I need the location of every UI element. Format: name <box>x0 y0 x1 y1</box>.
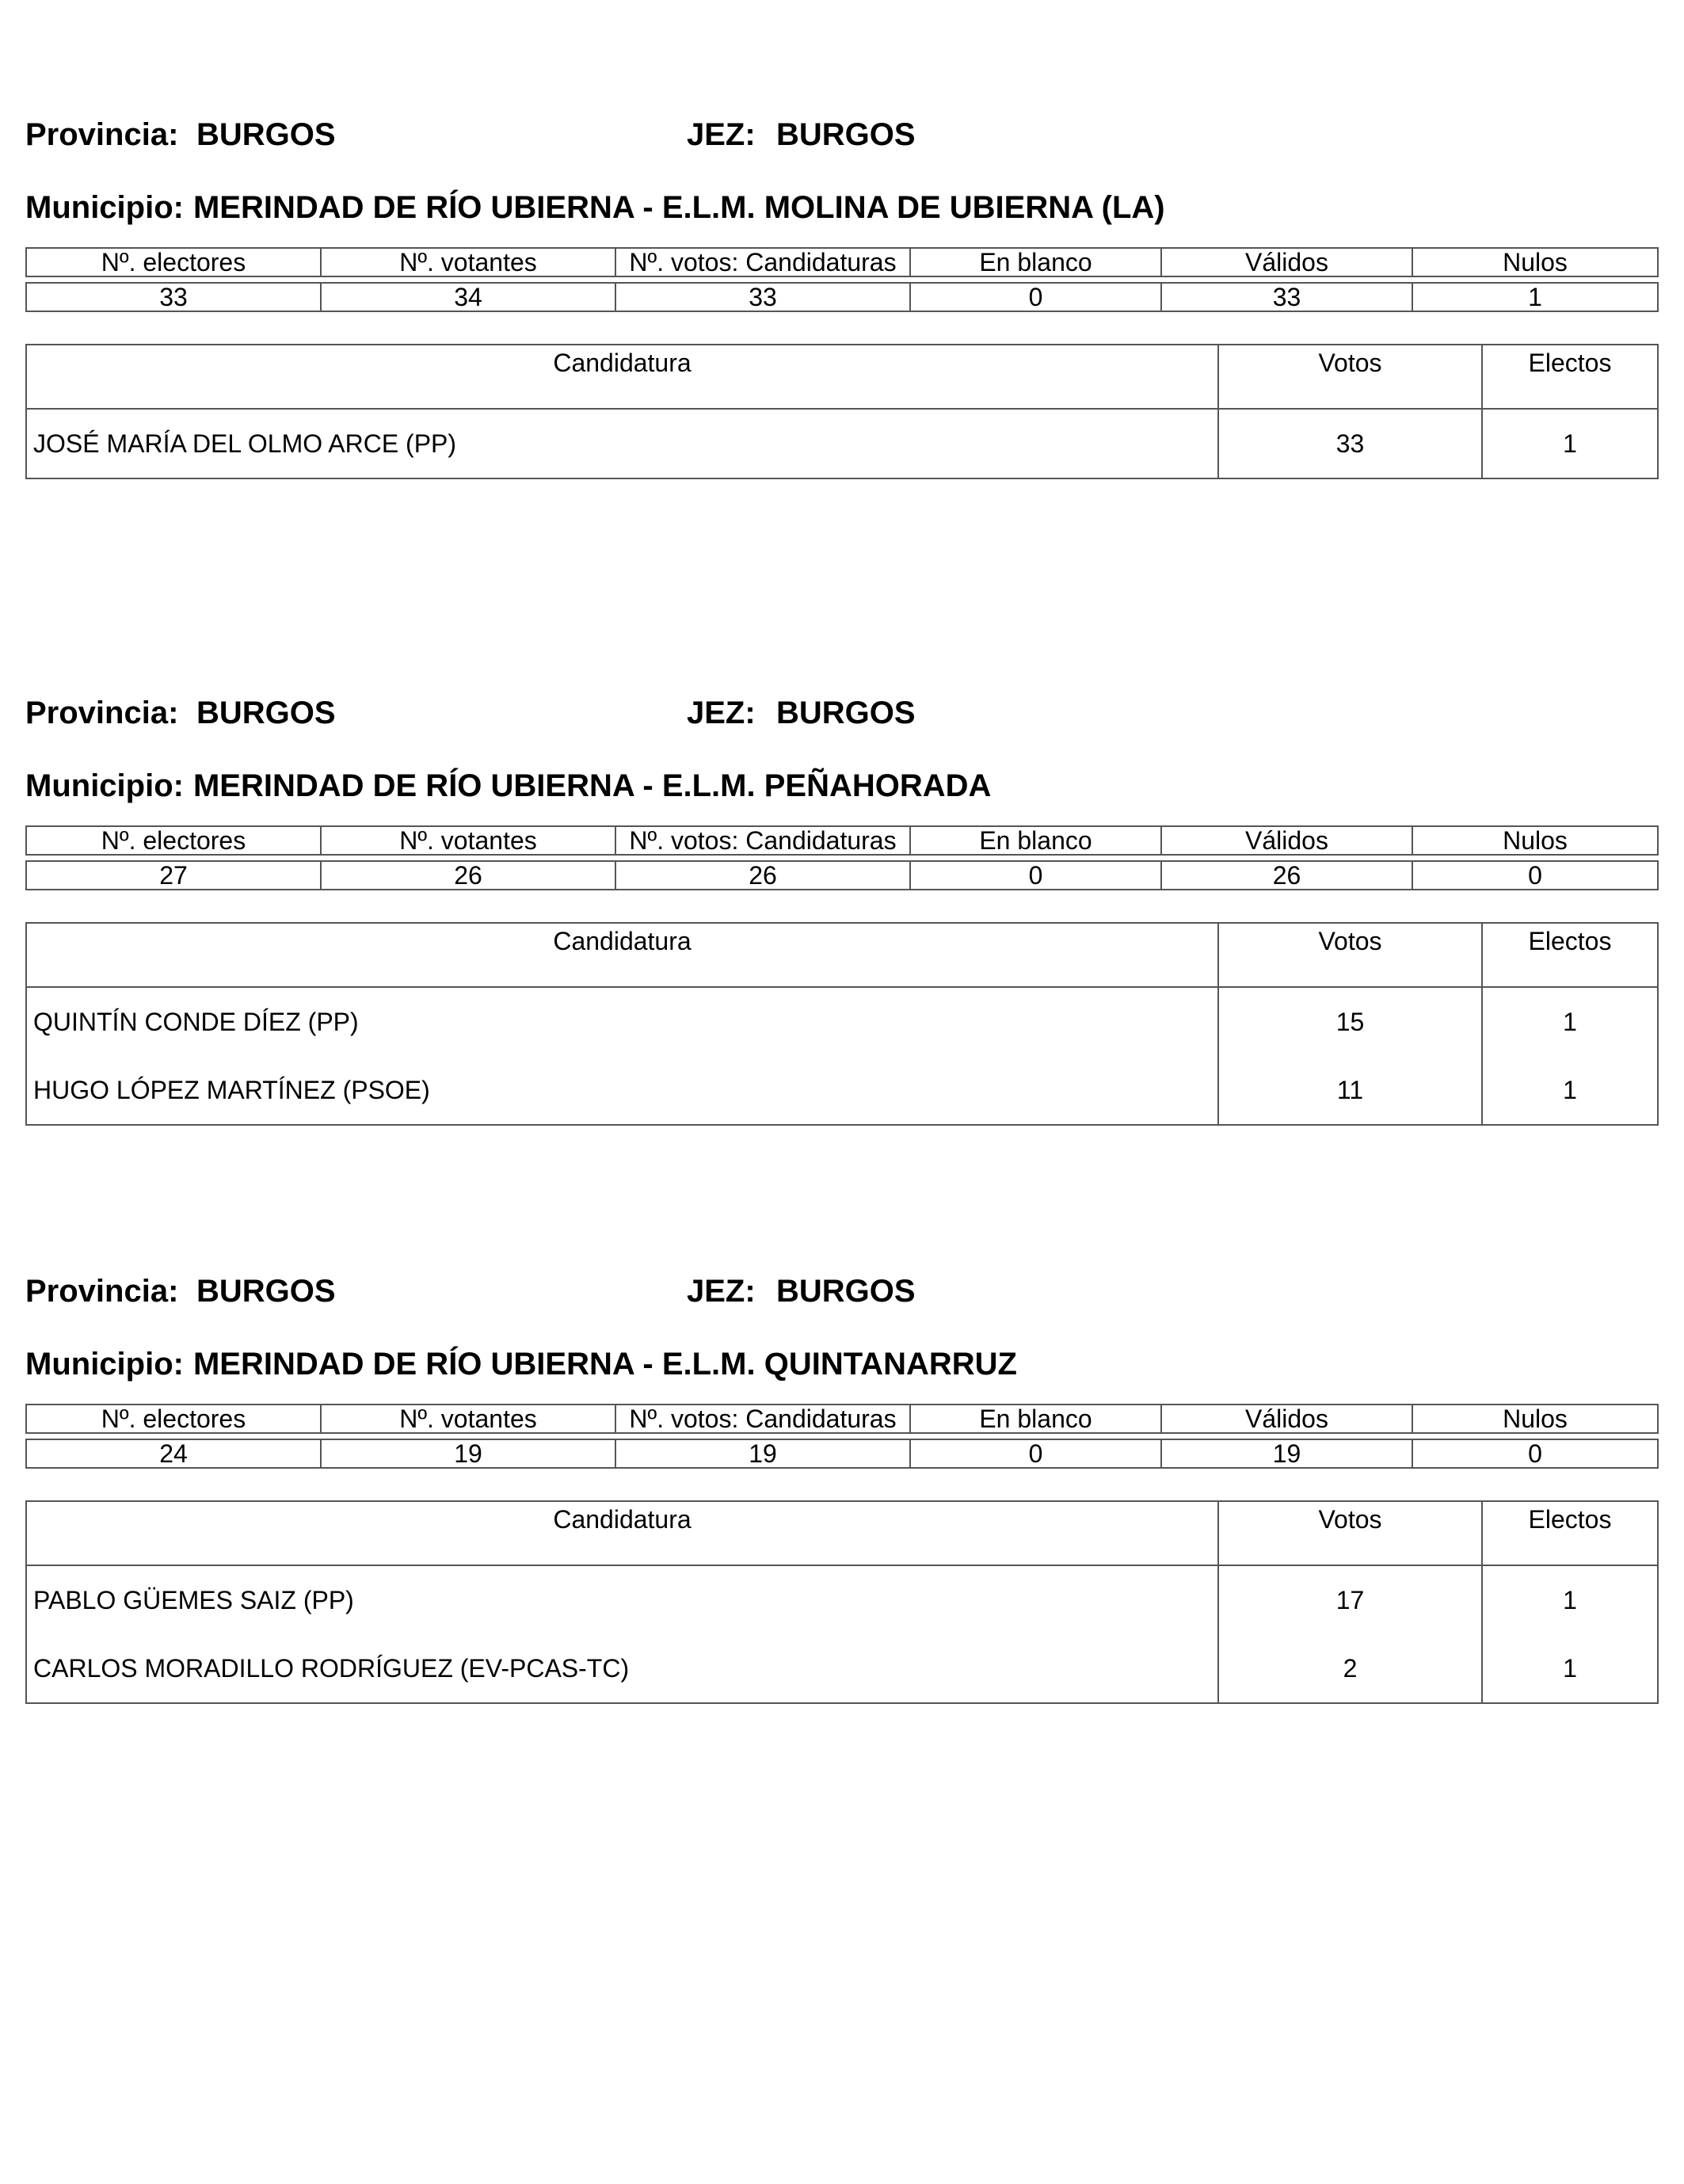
province-line <box>25 111 1657 158</box>
candidates-table <box>25 344 1659 479</box>
summary-value-cell: 19 <box>615 1439 910 1468</box>
summary-header-row <box>26 1405 1658 1433</box>
provincia-label: Provincia: <box>25 1274 179 1309</box>
summary-value-cell: 1 <box>1412 283 1658 311</box>
candidate-votos: 15 <box>1218 987 1482 1056</box>
candidates-header-row <box>26 345 1658 409</box>
electos-header: Electos <box>1482 1501 1658 1565</box>
summary-header-table <box>25 247 1659 277</box>
candidate-row <box>26 987 1658 1056</box>
summary-header-cell: Nº. votantes <box>321 248 615 276</box>
summary-value-cell: 24 <box>26 1439 321 1468</box>
summary-header-cell: Nº. electores <box>26 826 321 855</box>
municipio-label: Municipio: <box>25 190 184 225</box>
provincia-value: BURGOS <box>196 1274 336 1309</box>
municipality-section-2 <box>25 689 1657 1104</box>
summary-values-table <box>25 1439 1659 1469</box>
provincia-label: Provincia: <box>25 117 179 152</box>
summary-header-cell: Válidos <box>1161 248 1412 276</box>
summary-header-cell: Válidos <box>1161 826 1412 855</box>
summary-values-row <box>26 283 1658 311</box>
summary-value-cell: 19 <box>1161 1439 1412 1468</box>
candidate-name: QUINTÍN CONDE DÍEZ (PP) <box>26 987 1218 1056</box>
jez-label: JEZ: <box>687 117 756 152</box>
summary-values-row <box>26 861 1658 890</box>
candidate-name: CARLOS MORADILLO RODRÍGUEZ (EV-PCAS-TC) <box>26 1634 1218 1703</box>
municipio-value: MERINDAD DE RÍO UBIERNA - E.L.M. PEÑAHORADA <box>192 768 992 803</box>
summary-header-cell: Nº. electores <box>26 248 321 276</box>
summary-values-table <box>25 860 1659 890</box>
candidatura-header: Candidatura <box>26 345 1218 409</box>
summary-value-cell: 26 <box>321 861 615 890</box>
candidate-row <box>26 1634 1658 1703</box>
summary-value-cell: 0 <box>910 283 1161 311</box>
summary-value-cell: 27 <box>26 861 321 890</box>
candidate-votos: 2 <box>1218 1634 1482 1703</box>
summary-header-cell: Nulos <box>1412 1405 1658 1433</box>
summary-value-cell: 33 <box>26 283 321 311</box>
jez-value: BURGOS <box>776 117 916 152</box>
candidatura-header: Candidatura <box>26 923 1218 987</box>
summary-value-cell: 26 <box>1161 861 1412 890</box>
summary-header-cell: Nulos <box>1412 248 1658 276</box>
summary-header-cell: En blanco <box>910 248 1161 276</box>
municipality-section-3 <box>25 1267 1657 1683</box>
candidate-name: HUGO LÓPEZ MARTÍNEZ (PSOE) <box>26 1056 1218 1125</box>
municipio-line <box>25 184 1165 231</box>
summary-value-cell: 0 <box>910 861 1161 890</box>
summary-header-cell: Nº. votos: Candidaturas <box>615 248 910 276</box>
province-line <box>25 689 1657 737</box>
summary-values-row <box>26 1439 1658 1468</box>
candidates-table <box>25 922 1659 1126</box>
summary-header-cell: En blanco <box>910 826 1161 855</box>
summary-header-row <box>26 826 1658 855</box>
summary-value-cell: 0 <box>1412 1439 1658 1468</box>
jez-value: BURGOS <box>776 1274 916 1309</box>
summary-value-cell: 33 <box>1161 283 1412 311</box>
summary-header-table <box>25 825 1659 856</box>
municipality-section-1 <box>25 111 1657 458</box>
candidate-row <box>26 1056 1658 1125</box>
candidates-header-row <box>26 1501 1658 1565</box>
provincia-label: Provincia: <box>25 696 179 730</box>
candidate-votos: 11 <box>1218 1056 1482 1125</box>
municipio-value: MERINDAD DE RÍO UBIERNA - E.L.M. MOLINA DE UBIERNA (LA) <box>192 190 1165 225</box>
summary-value-cell: 19 <box>321 1439 615 1468</box>
votos-header: Votos <box>1218 1501 1482 1565</box>
candidates-table <box>25 1500 1659 1704</box>
summary-header-cell: Nº. votos: Candidaturas <box>615 1405 910 1433</box>
candidate-electos: 1 <box>1482 409 1658 478</box>
votos-header: Votos <box>1218 923 1482 987</box>
candidate-electos: 1 <box>1482 1565 1658 1634</box>
candidate-row <box>26 409 1658 478</box>
candidate-row <box>26 1565 1658 1634</box>
summary-header-cell: Válidos <box>1161 1405 1412 1433</box>
summary-values-table <box>25 282 1659 312</box>
municipio-line <box>25 762 991 810</box>
candidate-electos: 1 <box>1482 1634 1658 1703</box>
summary-header-cell: Nº. votantes <box>321 1405 615 1433</box>
votos-header: Votos <box>1218 345 1482 409</box>
electos-header: Electos <box>1482 345 1658 409</box>
summary-header-cell: En blanco <box>910 1405 1161 1433</box>
municipio-label: Municipio: <box>25 768 184 803</box>
municipio-value: MERINDAD DE RÍO UBIERNA - E.L.M. QUINTANARRUZ <box>192 1347 1017 1382</box>
summary-value-cell: 34 <box>321 283 615 311</box>
summary-header-table <box>25 1404 1659 1434</box>
candidate-votos: 33 <box>1218 409 1482 478</box>
summary-header-cell: Nº. votantes <box>321 826 615 855</box>
candidatura-header: Candidatura <box>26 1501 1218 1565</box>
jez-label: JEZ: <box>687 1274 756 1309</box>
candidate-electos: 1 <box>1482 1056 1658 1125</box>
candidate-name: PABLO GÜEMES SAIZ (PP) <box>26 1565 1218 1634</box>
summary-header-row <box>26 248 1658 276</box>
jez-value: BURGOS <box>776 696 916 730</box>
province-line <box>25 1267 1657 1315</box>
summary-value-cell: 33 <box>615 283 910 311</box>
summary-header-cell: Nulos <box>1412 826 1658 855</box>
summary-value-cell: 0 <box>1412 861 1658 890</box>
candidate-name: JOSÉ MARÍA DEL OLMO ARCE (PP) <box>26 409 1218 478</box>
summary-value-cell: 26 <box>615 861 910 890</box>
municipio-line <box>25 1340 1017 1388</box>
provincia-value: BURGOS <box>196 117 336 152</box>
provincia-value: BURGOS <box>196 696 336 730</box>
candidate-votos: 17 <box>1218 1565 1482 1634</box>
electos-header: Electos <box>1482 923 1658 987</box>
candidates-header-row <box>26 923 1658 987</box>
candidate-electos: 1 <box>1482 987 1658 1056</box>
summary-header-cell: Nº. electores <box>26 1405 321 1433</box>
summary-value-cell: 0 <box>910 1439 1161 1468</box>
summary-header-cell: Nº. votos: Candidaturas <box>615 826 910 855</box>
municipio-label: Municipio: <box>25 1347 184 1382</box>
jez-label: JEZ: <box>687 696 756 730</box>
